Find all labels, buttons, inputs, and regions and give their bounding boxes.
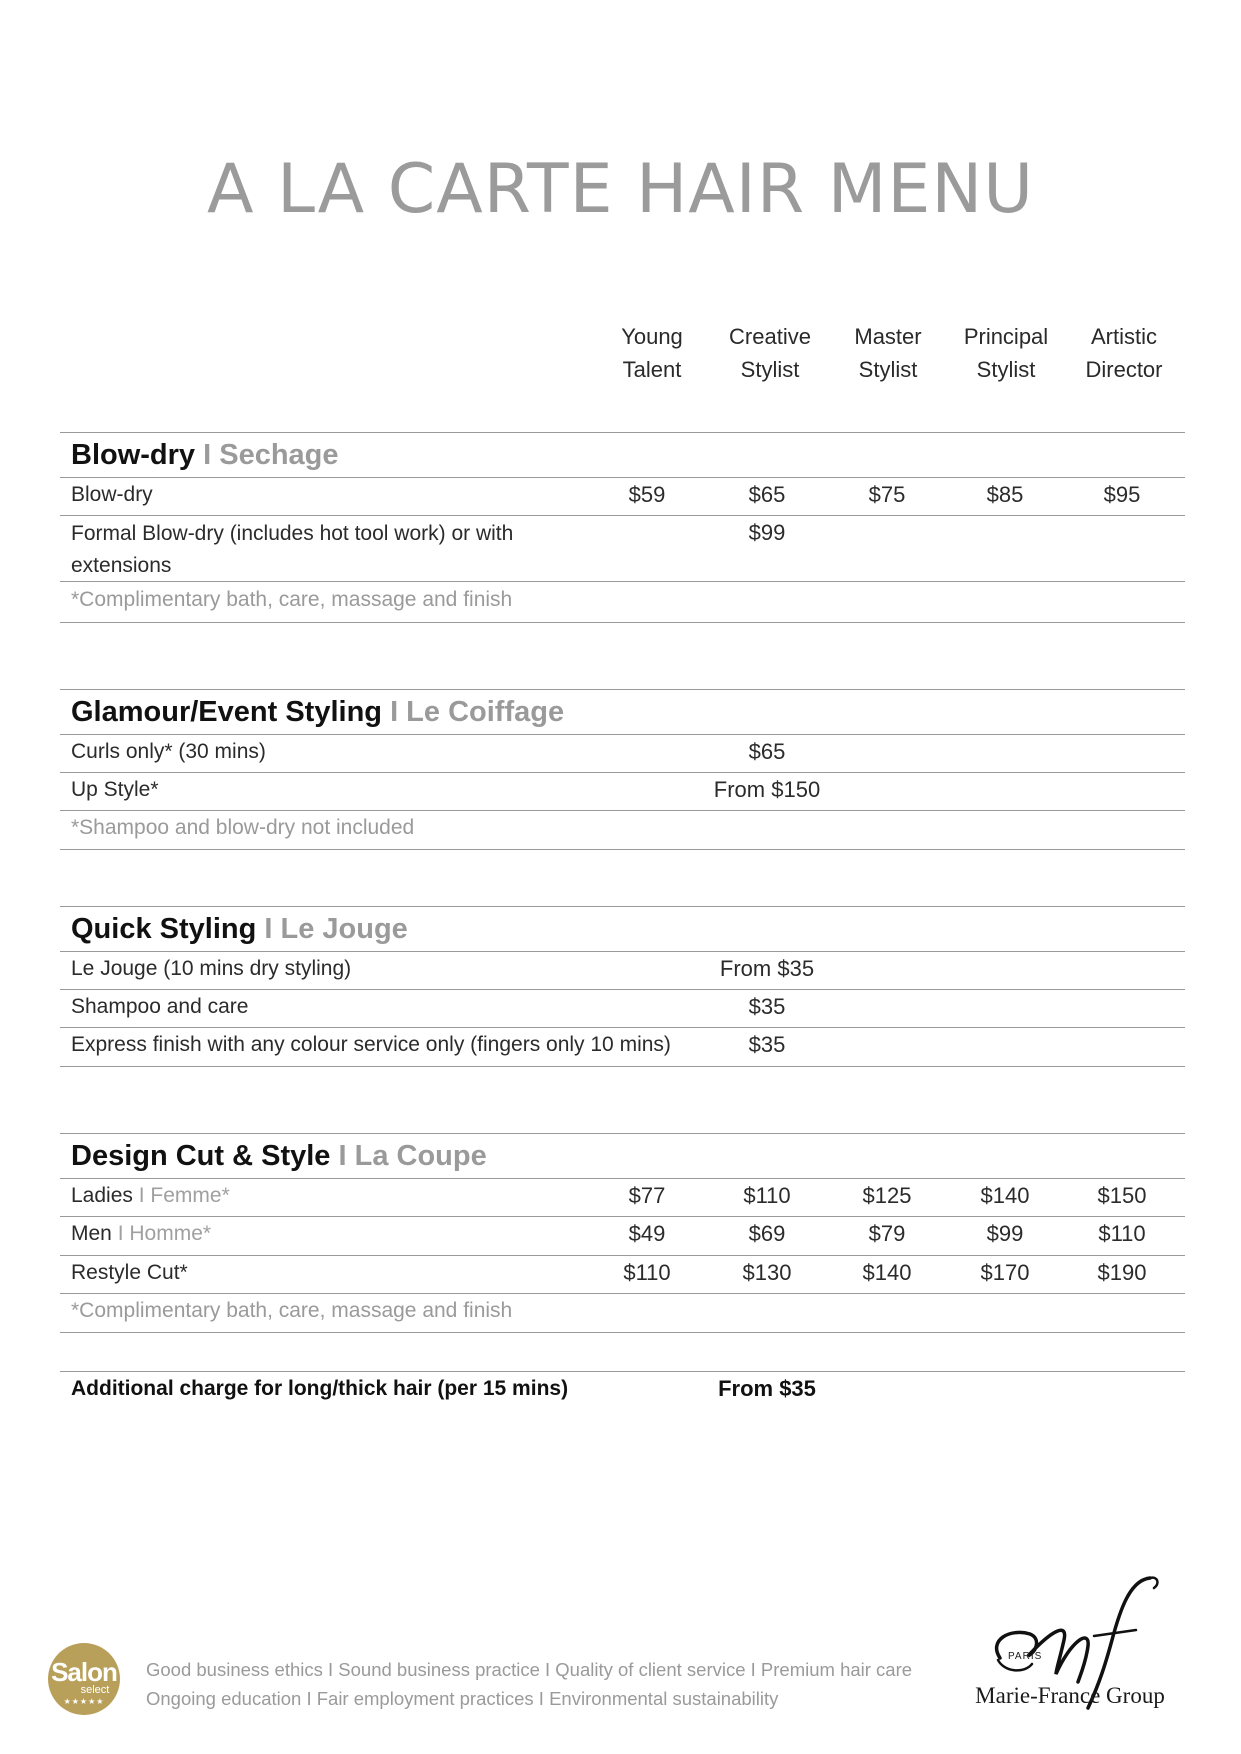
divider bbox=[60, 689, 1185, 690]
row-label-le-jouge: Le Jouge (10 mins dry styling) bbox=[71, 957, 352, 980]
row-label-restyle-cut: Restyle Cut* bbox=[71, 1261, 188, 1284]
price-cell: From $35 bbox=[718, 1376, 816, 1401]
row-label-blowdry: Blow-dry bbox=[71, 483, 153, 506]
row-label-ladies: Ladies I Femme* bbox=[71, 1184, 230, 1207]
divider bbox=[60, 989, 1185, 990]
price-cell: $75 bbox=[868, 482, 906, 507]
section-title-blowdry: Blow-dry I Sechage bbox=[71, 439, 339, 471]
footer-values-line1: Good business ethics I Sound business practice I Quality of client service I Premium hair care bbox=[146, 1659, 913, 1680]
price-cell: $65 bbox=[748, 482, 786, 507]
price-cell: $99 bbox=[748, 520, 786, 545]
price-cell: $49 bbox=[628, 1221, 666, 1246]
page-title: A LA CARTE HAIR MENU bbox=[207, 150, 1034, 229]
divider bbox=[60, 906, 1185, 907]
price-cell: $110 bbox=[743, 1183, 791, 1208]
column-headers bbox=[0, 320, 1241, 390]
divider bbox=[60, 1027, 1185, 1028]
price-cell: $69 bbox=[748, 1221, 786, 1246]
divider bbox=[60, 477, 1185, 478]
footer-values-line2: Ongoing education I Fair employment practices I Environmental sustainability bbox=[146, 1688, 779, 1709]
row-label-formal-blowdry: Formal Blow-dry (includes hot tool work) or with extensions bbox=[71, 522, 514, 577]
divider bbox=[60, 1133, 1185, 1134]
divider bbox=[60, 1332, 1185, 1333]
row-label-curls: Curls only* (30 mins) bbox=[71, 740, 266, 763]
divider bbox=[60, 1066, 1185, 1067]
divider bbox=[60, 849, 1185, 850]
price-cell: $77 bbox=[628, 1183, 666, 1208]
price-cell: $59 bbox=[628, 482, 666, 507]
price-cell: $35 bbox=[748, 1032, 786, 1057]
price-cell: $110 bbox=[1098, 1221, 1146, 1246]
divider bbox=[60, 772, 1185, 773]
mf-paris-label: PARIS bbox=[1008, 1651, 1043, 1662]
stars-icon: ★★★★★ bbox=[63, 1697, 105, 1706]
divider bbox=[60, 622, 1185, 623]
row-label-additional-charge: Additional charge for long/thick hair (per 15 mins) bbox=[71, 1377, 569, 1400]
price-cell: From $150 bbox=[713, 777, 821, 802]
column-header-principal-stylist: Principal Stylist bbox=[963, 324, 1049, 382]
price-cell: $130 bbox=[742, 1260, 792, 1285]
divider bbox=[60, 1293, 1185, 1294]
price-cell: $190 bbox=[1097, 1260, 1147, 1285]
row-label-shampoo-care: Shampoo and care bbox=[71, 995, 249, 1018]
price-cell: $65 bbox=[748, 739, 786, 764]
price-cell: $79 bbox=[868, 1221, 906, 1246]
divider bbox=[60, 581, 1185, 582]
divider bbox=[60, 1371, 1185, 1372]
divider bbox=[60, 432, 1185, 433]
price-cell: $95 bbox=[1103, 482, 1141, 507]
row-label-men: Men I Homme* bbox=[71, 1222, 212, 1245]
divider bbox=[60, 1255, 1185, 1256]
divider bbox=[60, 951, 1185, 952]
price-cell: $140 bbox=[980, 1183, 1030, 1208]
price-cell: $140 bbox=[862, 1260, 912, 1285]
price-cell: $110 bbox=[623, 1260, 671, 1285]
note-design-cut: *Complimentary bath, care, massage and finish bbox=[71, 1299, 513, 1322]
price-cell: $170 bbox=[980, 1260, 1030, 1285]
note-glamour: *Shampoo and blow-dry not included bbox=[71, 816, 415, 839]
divider bbox=[60, 810, 1185, 811]
divider bbox=[60, 1178, 1185, 1179]
divider bbox=[60, 515, 1185, 516]
column-header-master-stylist: Master Stylist bbox=[854, 324, 922, 382]
divider bbox=[60, 1216, 1185, 1217]
price-cell: From $35 bbox=[719, 956, 815, 981]
row-label-express-finish: Express finish with any colour service only (fingers only 10 mins) bbox=[71, 1033, 671, 1056]
salon-select-logo: Salon select ★★★★★ bbox=[48, 1643, 120, 1715]
section-title-glamour: Glamour/Event Styling I Le Coiffage bbox=[71, 696, 565, 728]
column-header-creative-stylist: Creative Stylist bbox=[729, 324, 811, 382]
column-header-artistic-director: Artistic Director bbox=[1085, 324, 1163, 382]
note-blowdry: *Complimentary bath, care, massage and finish bbox=[71, 588, 513, 611]
price-cell: $150 bbox=[1097, 1183, 1147, 1208]
column-header-young-talent: Young Talent bbox=[621, 324, 683, 382]
section-title-design-cut: Design Cut & Style I La Coupe bbox=[71, 1140, 487, 1172]
divider bbox=[60, 734, 1185, 735]
section-title-quick-styling: Quick Styling I Le Jouge bbox=[71, 913, 408, 945]
price-cell: $125 bbox=[862, 1183, 912, 1208]
row-label-up-style: Up Style* bbox=[71, 778, 159, 801]
price-cell: $99 bbox=[986, 1221, 1024, 1246]
price-cell: $85 bbox=[986, 482, 1024, 507]
price-cell: $35 bbox=[748, 994, 786, 1019]
marie-france-group-wordmark: Marie-France Group bbox=[975, 1683, 1165, 1708]
